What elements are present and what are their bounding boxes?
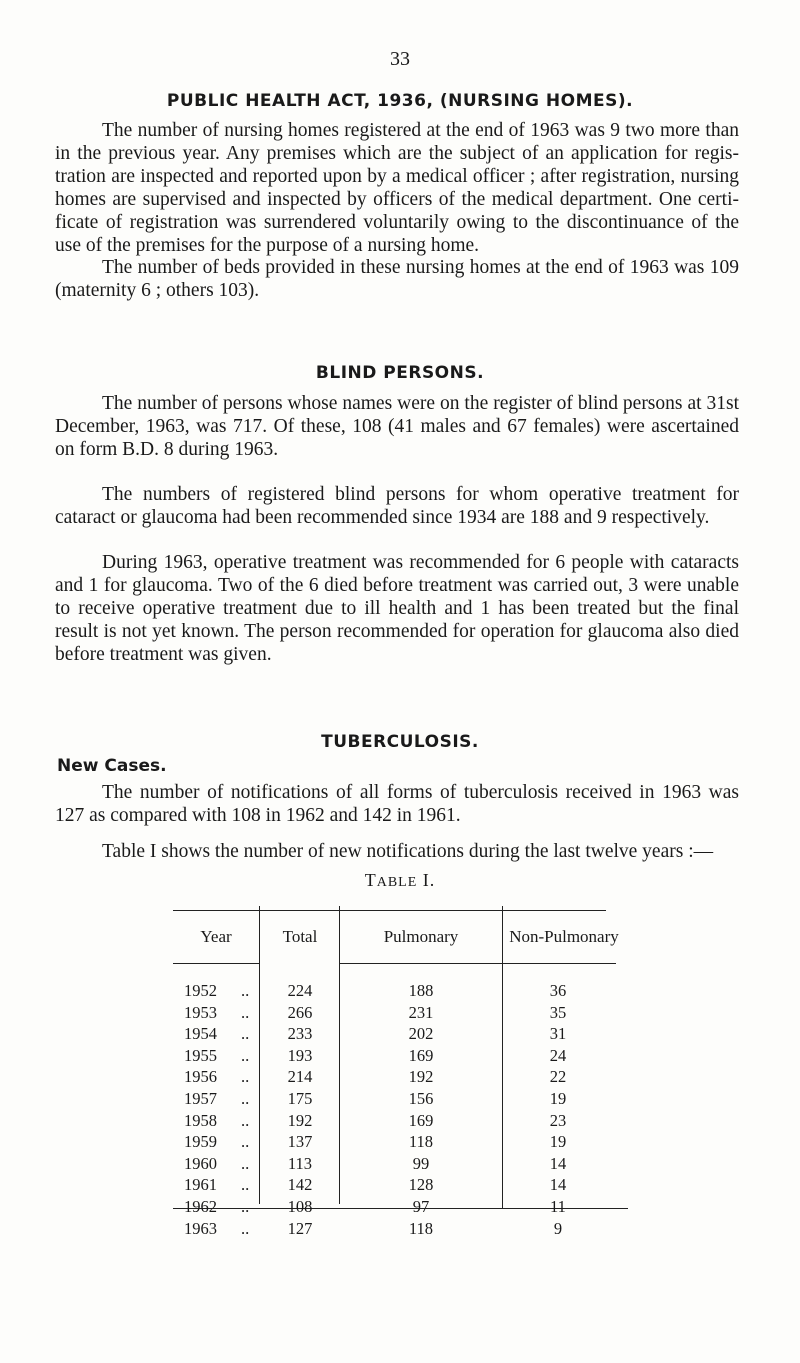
leader-dots: ..: [241, 1175, 250, 1195]
pulmonary-cell: 97: [412, 1197, 430, 1216]
total-cell: 233: [287, 1024, 313, 1044]
leader-dots: ..: [241, 1002, 250, 1022]
year-cell: 1963: [184, 1218, 217, 1238]
blind-paragraph-2: The numbers of registered blind persons for whom operative treatment for cataract or glaucoma had been recommended since 1934 are 188 and 9 respectively.: [55, 484, 739, 528]
nursing-paragraph-1: The number of nursing homes registered at the end of 1963 was 9 two more than in the previous year. Any premises which are the subject of an application for regis-tration are inspected and reported upon by a medical officer ; after registration, nursing homes are supervised and inspected by officers of the medical department. One certi-ficate of registration was surrendered voluntarily owing to the discontinuance of the use of the premises for the purpose of a nursing home.: [55, 120, 739, 256]
new-cases-subheading: New Cases.: [57, 756, 167, 776]
table-top-rule: [173, 910, 606, 911]
table-row: [0, 981, 800, 1004]
total-cell: 137: [287, 1132, 313, 1152]
year-cell: 1955: [184, 1045, 217, 1065]
pulmonary-cell: 156: [408, 1089, 434, 1108]
year-cell: 1953: [184, 1002, 217, 1022]
table-header-rule-right: [340, 963, 616, 964]
table-row: [0, 1111, 800, 1134]
year-cell: 1960: [184, 1153, 217, 1173]
non-pulmonary-cell: 19: [549, 1089, 567, 1108]
year-cell: 1961: [184, 1175, 217, 1195]
table-row: [0, 1132, 800, 1155]
pulmonary-cell: 188: [408, 981, 434, 1000]
leader-dots: ..: [241, 1110, 250, 1130]
pulmonary-cell: 202: [408, 1024, 434, 1044]
leader-dots: ..: [241, 1218, 250, 1238]
blind-paragraph-3: During 1963, operative treatment was recommended for 6 people with cataracts and 1 for glaucoma. Two of the 6 died before treatment was carried out, 3 were unable to receive operative treatment due to ill health and 1 has been treated but the final result is not yet known. The person recommended for operation for glaucoma also died before treatment was given.: [55, 552, 739, 665]
non-pulmonary-cell: 11: [550, 1197, 566, 1216]
page-number: 33: [390, 48, 410, 70]
table-header-non-pulmonary: Non-Pulmonary: [509, 927, 619, 946]
year-cell: 1954: [184, 1024, 217, 1044]
non-pulmonary-cell: 14: [549, 1153, 567, 1173]
total-cell: 113: [287, 1153, 313, 1173]
non-pulmonary-cell: 24: [549, 1045, 567, 1065]
pulmonary-cell: 128: [408, 1175, 434, 1195]
tb-paragraph-1: The number of notifications of all forms of tuberculosis received in 1963 was 127 as compared with 108 in 1962 and 142 in 1961.: [55, 782, 739, 826]
table-row: [0, 1089, 800, 1112]
year-cell: 1957: [184, 1089, 217, 1108]
leader-dots: ..: [241, 1045, 250, 1065]
table-row: [0, 1175, 800, 1198]
total-cell: 192: [287, 1110, 313, 1130]
total-cell: 175: [287, 1089, 313, 1108]
table-row: [0, 1197, 800, 1220]
non-pulmonary-cell: 23: [549, 1110, 567, 1130]
table-header-year: Year: [200, 927, 232, 946]
table-header-rule-left: [173, 963, 259, 964]
table-row: [0, 1154, 800, 1177]
leader-dots: ..: [241, 1067, 250, 1087]
non-pulmonary-cell: 22: [549, 1067, 567, 1087]
blind-persons-heading: BLIND PERSONS.: [315, 363, 485, 383]
pulmonary-cell: 169: [408, 1110, 434, 1130]
non-pulmonary-cell: 9: [553, 1218, 563, 1238]
year-cell: 1958: [184, 1110, 217, 1130]
nursing-paragraph-2: The number of beds provided in these nursing homes at the end of 1963 was 109 (maternity 6 ; others 103).: [55, 257, 739, 301]
year-cell: 1959: [184, 1132, 217, 1152]
total-cell: 108: [287, 1197, 313, 1216]
leader-dots: ..: [241, 1132, 250, 1152]
non-pulmonary-cell: 31: [549, 1024, 567, 1044]
total-cell: 193: [287, 1045, 313, 1065]
total-cell: 127: [287, 1218, 313, 1238]
total-cell: 142: [287, 1175, 313, 1195]
year-cell: 1962: [184, 1197, 217, 1216]
table-header-total: Total: [282, 927, 318, 946]
total-cell: 224: [287, 981, 313, 1000]
leader-dots: ..: [241, 981, 250, 1000]
pulmonary-cell: 192: [408, 1067, 434, 1087]
leader-dots: ..: [241, 1197, 250, 1216]
pulmonary-cell: 169: [408, 1045, 434, 1065]
total-cell: 214: [287, 1067, 313, 1087]
total-cell: 266: [287, 1002, 313, 1022]
leader-dots: ..: [241, 1089, 250, 1108]
non-pulmonary-cell: 36: [549, 981, 567, 1000]
table-row: [0, 1219, 800, 1242]
non-pulmonary-cell: 14: [549, 1175, 567, 1195]
blind-paragraph-1: The number of persons whose names were on the register of blind persons at 31st December, 1963, was 717. Of these, 108 (41 males and 67 females) were ascertained on form B.D. 8 during 1963.: [55, 393, 739, 460]
pulmonary-cell: 118: [408, 1218, 434, 1238]
non-pulmonary-cell: 35: [549, 1002, 567, 1022]
table-row: [0, 1067, 800, 1090]
year-cell: 1952: [184, 981, 217, 1000]
table-title: TABLE I.: [364, 870, 436, 890]
leader-dots: ..: [241, 1153, 250, 1173]
pulmonary-cell: 99: [412, 1153, 430, 1173]
nursing-homes-heading: PUBLIC HEALTH ACT, 1936, (NURSING HOMES).: [166, 91, 634, 111]
tb-paragraph-2: Table I shows the number of new notifications during the last twelve years :—: [102, 841, 714, 862]
table-row: [0, 1024, 800, 1047]
year-cell: 1956: [184, 1067, 217, 1087]
leader-dots: ..: [241, 1024, 250, 1044]
table-row: [0, 1003, 800, 1026]
tuberculosis-heading: TUBERCULOSIS.: [321, 732, 479, 752]
pulmonary-cell: 118: [408, 1132, 434, 1152]
pulmonary-cell: 231: [408, 1002, 434, 1022]
non-pulmonary-cell: 19: [549, 1132, 567, 1152]
table-row: [0, 1046, 800, 1069]
table-header-pulmonary: Pulmonary: [383, 927, 459, 946]
